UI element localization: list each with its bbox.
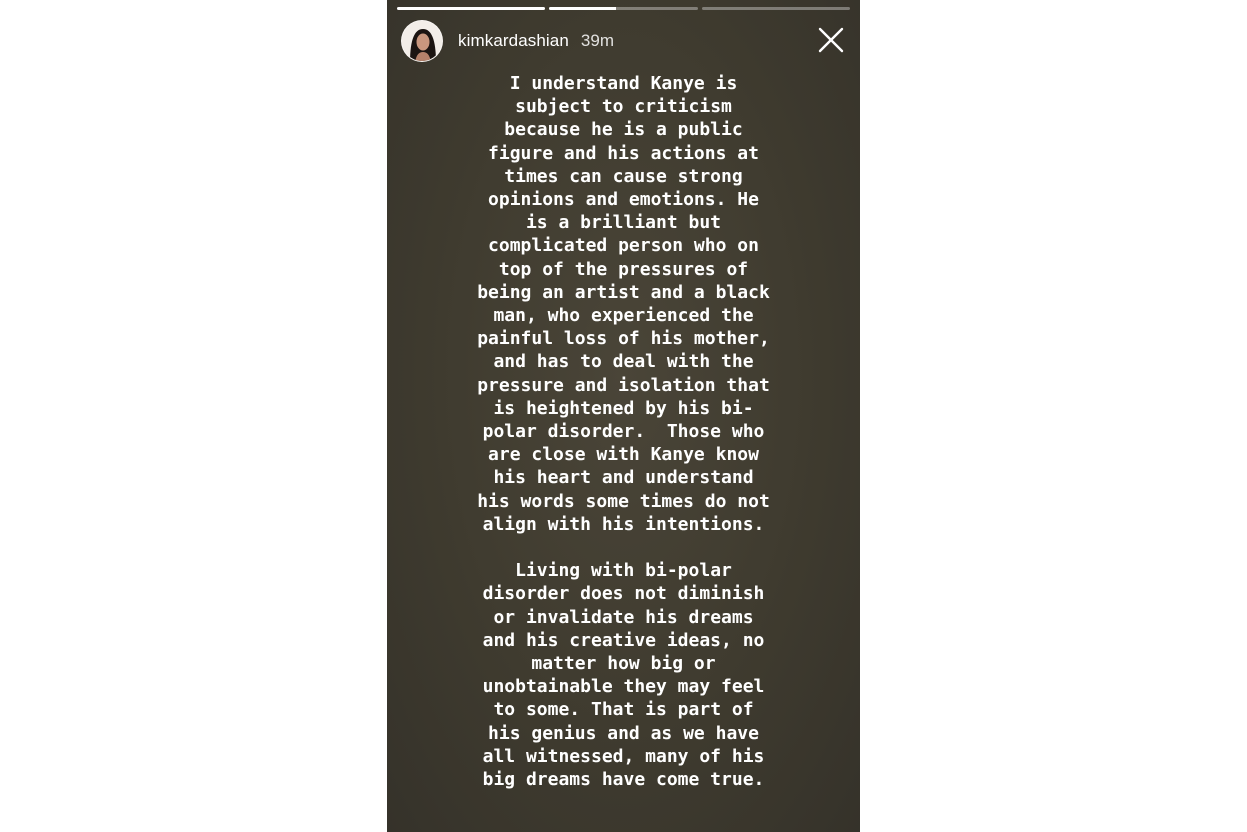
progress-segment-1 bbox=[397, 7, 545, 10]
story-text: I understand Kanye is subject to criticism because he is a public figure and his actions at times can cause strong opinions and emotions. He is a brilliant but complicated person who on top of the pressures of being an artist and a black man, who experienced the painful loss of his mother, and has to deal with the pressure and isolation that is heightened by his bi- polar disorder. Those who are close with Kanye know his heart and understand his words some times do not align with his intentions. Living with bi-polar disorder does not diminish or invalidate his dreams and his creative ideas, no matter how big or unobtainable they may feel to some. That is part of his genius and as we have all witnessed, many of his big dreams have come true. bbox=[477, 73, 770, 791]
story-progress-bar bbox=[397, 7, 850, 10]
close-icon bbox=[816, 25, 846, 55]
username[interactable]: kimkardashian bbox=[458, 31, 569, 50]
progress-fill-2 bbox=[549, 7, 616, 10]
close-button[interactable] bbox=[816, 25, 846, 55]
post-timestamp: 39m bbox=[580, 31, 614, 50]
profile-photo-icon bbox=[402, 21, 443, 62]
progress-segment-2 bbox=[549, 7, 697, 10]
progress-fill-1 bbox=[397, 7, 545, 10]
progress-segment-3 bbox=[702, 7, 850, 10]
story-viewer[interactable] bbox=[387, 0, 860, 832]
story-header bbox=[401, 19, 846, 63]
avatar[interactable] bbox=[401, 20, 443, 62]
